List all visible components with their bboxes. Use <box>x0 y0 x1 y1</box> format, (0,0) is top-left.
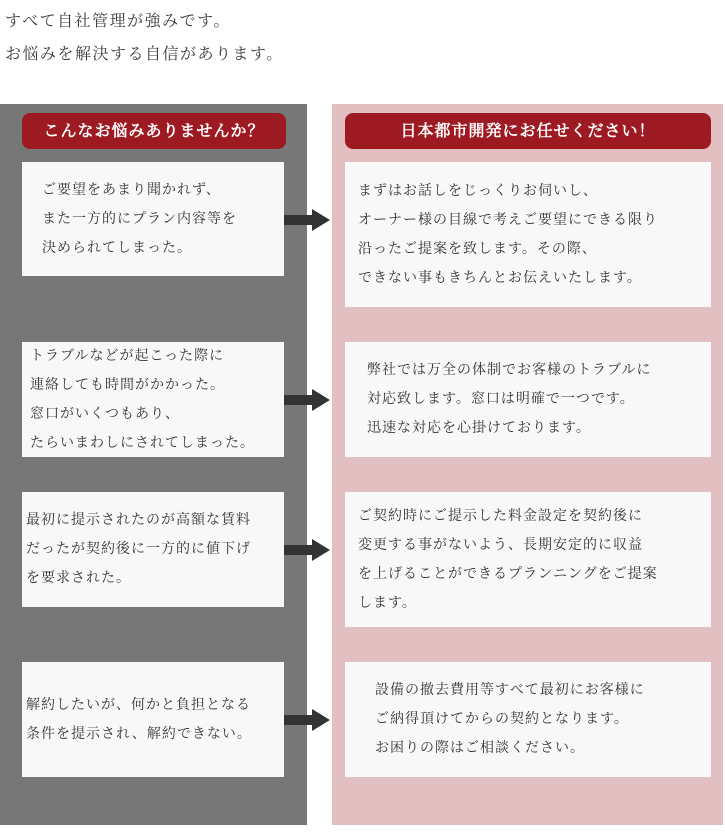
problem-2-line-2: 連絡しても時間がかかった。 <box>30 376 225 393</box>
solution-4-line-1: 設備の撤去費用等すべて最初にお客様に <box>375 682 645 698</box>
problems-column <box>0 104 307 825</box>
intro-line-2: お悩みを解決する自信があります。 <box>5 44 284 63</box>
arrow-right-icon <box>284 209 330 231</box>
problem-3-line-1: 最初に提示されたのが高額な賃料 <box>26 512 251 528</box>
solution-3-line-4: します。 <box>358 594 417 611</box>
problem-2-line-1: トラブルなどが起こった際に <box>30 347 225 364</box>
problem-box-2 <box>22 342 284 457</box>
arrow-right-icon <box>284 539 330 561</box>
intro-line-1: すべて自社管理が強みです。 <box>5 11 231 30</box>
problem-3-line-3: を要求された。 <box>26 570 131 586</box>
arrow-right-icon <box>284 389 330 411</box>
arrow-right-icon <box>284 709 330 731</box>
solution-1-line-1: まずはお話しをじっくりお伺いし、 <box>358 182 598 199</box>
solution-box-4 <box>345 662 711 777</box>
solution-2-line-1: 弊社では万全の体制でお客様のトラブルに <box>367 362 652 378</box>
solution-1-line-2: オーナー様の目線で考えご要望にできる限り <box>358 211 658 228</box>
solution-3-line-3: を上げることができるプランニングをご提案 <box>358 565 658 582</box>
solution-4-line-2: ご納得頂けてからの契約となります。 <box>375 711 629 727</box>
solutions-heading: 日本都市開発にお任せください！ <box>345 113 711 149</box>
problem-1-line-3: 決められてしまった。 <box>42 239 192 256</box>
solution-box-3 <box>345 492 711 627</box>
problems-heading: こんなお悩みありませんか？ <box>22 113 286 149</box>
problem-1-line-2: また一方的にプラン内容等を <box>42 210 237 227</box>
problem-2-line-3: 窓口がいくつもあり、 <box>30 405 180 422</box>
problem-3-line-2: だったが契約後に一方的に値下げ <box>26 541 251 557</box>
solution-1-line-4: できない事もきちんとお伝えいたします。 <box>358 269 642 286</box>
problem-box-4 <box>22 662 284 777</box>
problem-box-1 <box>22 162 284 276</box>
solution-3-line-1: ご契約時にご提示した料金設定を契約後に <box>358 507 643 524</box>
problem-box-3 <box>22 492 284 607</box>
solutions-column <box>332 104 723 825</box>
solution-box-2 <box>345 342 711 457</box>
problem-1-line-1: ご要望をあまり聞かれず、 <box>42 181 221 198</box>
solution-2-line-3: 迅速な対応を心掛けております。 <box>367 420 591 436</box>
problem-4-line-1: 解約したいが、何かと負担となる <box>26 696 251 713</box>
solution-1-line-3: 沿ったご提案を致します。その際、 <box>358 240 597 257</box>
problem-2-line-4: たらいまわしにされてしまった。 <box>30 434 255 451</box>
solution-2-line-2: 対応致します。窓口は明確で一つです。 <box>367 391 635 407</box>
solution-3-line-2: 変更する事がないよう、長期安定的に収益 <box>358 536 643 553</box>
solution-box-1 <box>345 162 711 307</box>
solution-4-line-3: お困りの際はご相談ください。 <box>375 740 585 756</box>
problem-4-line-2: 条件を提示され、解約できない。 <box>26 725 252 742</box>
intro-text <box>5 4 284 70</box>
